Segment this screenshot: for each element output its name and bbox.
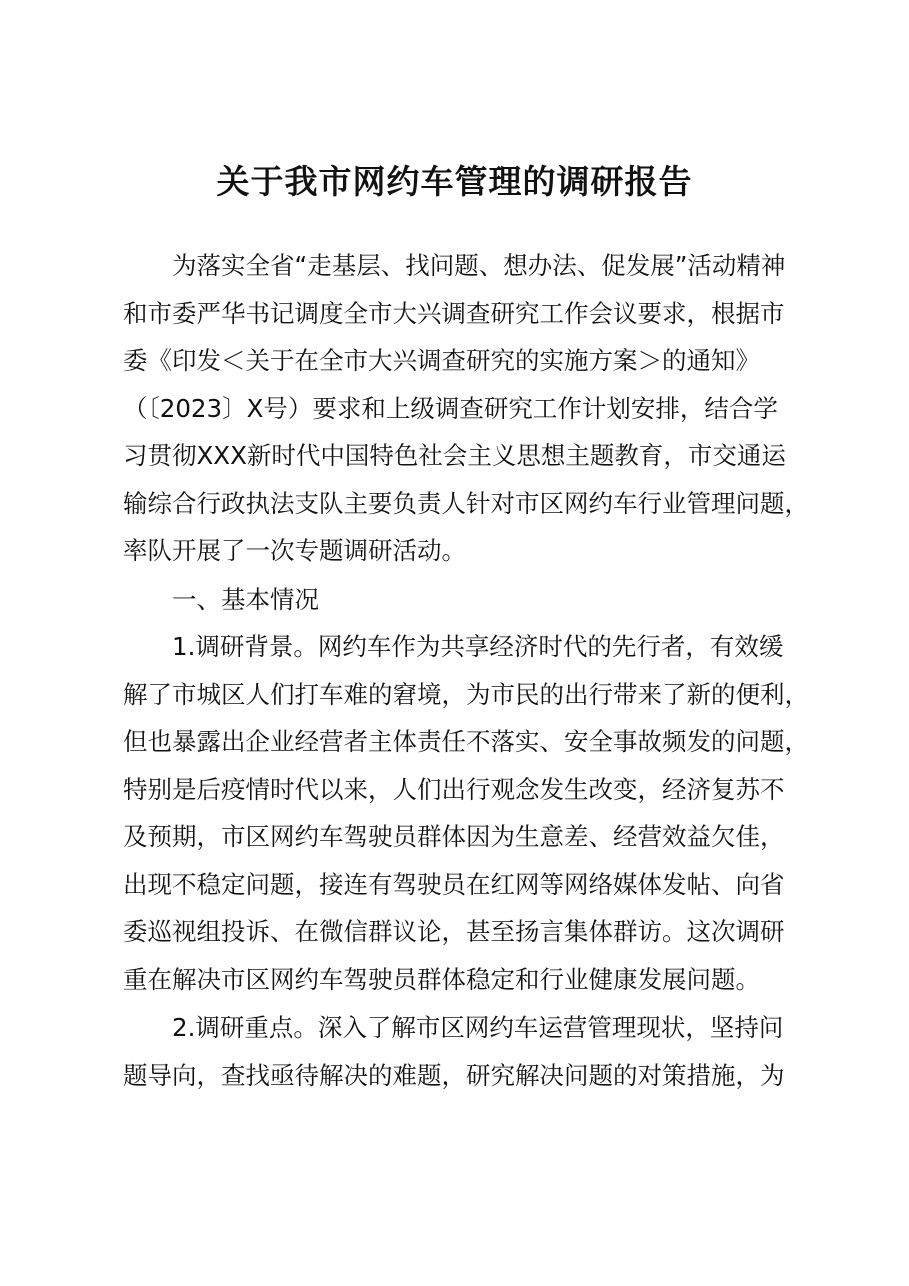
paragraph-line: 但也暴露出企业经营者主体责任不落实、安全事故频发的问题， (123, 727, 809, 756)
paragraph-line: 率队开展了一次专题调研活动。 (123, 536, 466, 565)
paragraph-line: 特别是后疫情时代以来，人们出行观念发生改变，经济复苏不 (123, 775, 785, 804)
paragraph-line: 习贯彻XXX新时代中国特色社会主义思想主题教育，市交通运 (123, 441, 786, 470)
paragraph-line: 及预期，市区网约车驾驶员群体因为生意差、经营效益欠佳， (123, 822, 785, 851)
paragraph-line: 1.调研背景。网约车作为共享经济时代的先行者，有效缓 (172, 632, 784, 661)
paragraph-line: （〔2023〕X号）要求和上级调查研究工作计划安排，结合学 (123, 394, 778, 423)
paragraph-line: 委《印发＜关于在全市大兴调查研究的实施方案＞的通知》 (123, 346, 760, 375)
paragraph-line: 出现不稳定问题，接连有驾驶员在红网等网络媒体发帖、向省 (123, 870, 785, 899)
section-heading: 一、基本情况 (172, 585, 319, 614)
paragraph-line: 输综合行政执法支队主要负责人针对市区网约车行业管理问题， (123, 489, 809, 518)
paragraph-line: 委巡视组投诉、在微信群议论，甚至扬言集体群访。这次调研 (123, 917, 785, 946)
paragraph-line: 和市委严华书记调度全市大兴调查研究工作会议要求，根据市 (123, 299, 785, 328)
paragraph-line: 解了市城区人们打车难的窘境，为市民的出行带来了新的便利， (123, 680, 809, 709)
document-title: 关于我市网约车管理的调研报告 (216, 162, 693, 201)
paragraph-line: 2.调研重点。深入了解市区网约车运营管理现状，坚持问 (172, 1013, 784, 1042)
paragraph-line: 为落实全省“走基层、找问题、想办法、促发展”活动精神 (172, 251, 786, 280)
paragraph-line: 题导向，查找亟待解决的难题，研究解决问题的对策措施，为 (123, 1061, 785, 1090)
paragraph-line: 重在解决市区网约车驾驶员群体稳定和行业健康发展问题。 (123, 965, 760, 994)
